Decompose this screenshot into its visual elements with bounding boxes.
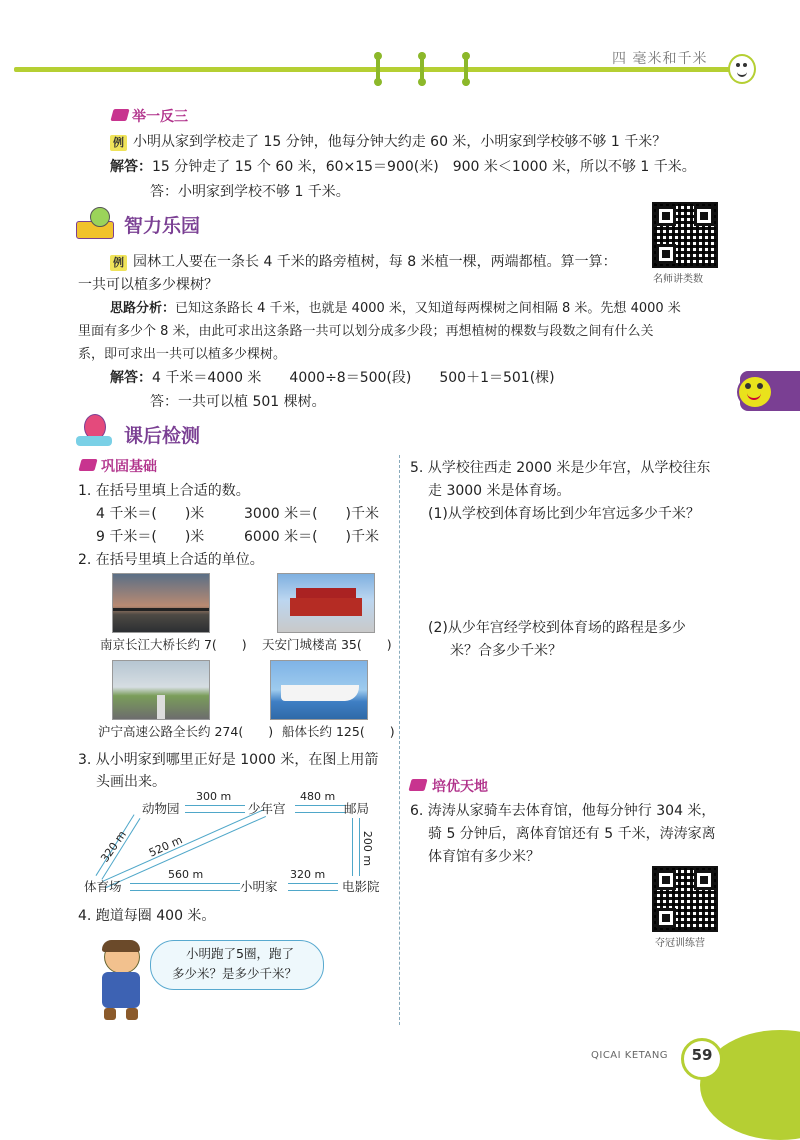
analysis-line1: 已知这条路长 4 千米，也就是 4000 米，又知道每两棵树之间相隔 8 米。先想 4000 米: [175, 301, 681, 316]
section1-conclusion: 答：小明家到学校不够 1 千米。: [150, 184, 350, 200]
section2-conclusion: 答：一共可以植 501 棵树。: [150, 394, 326, 410]
section2-example-line2: 一共可以植多少棵树？: [78, 277, 218, 293]
footer-brand: QICAI KETANG: [591, 1050, 669, 1061]
section3-title: 课后检测: [124, 425, 201, 447]
q3-line2: 头画出来。: [96, 774, 166, 790]
q5-sub1: (1)从学校到体育场比到少年宫远多少千米？: [428, 506, 700, 522]
q5-line2: 走 3000 米是体育场。: [428, 483, 571, 499]
column-divider: [399, 455, 400, 1025]
dist-zoo-gym: 320 m: [98, 828, 130, 865]
example-tag: 例: [110, 135, 127, 151]
example-tag: 例: [110, 255, 127, 271]
answer-text: 15 分钟走了 15 个 60 米，60×15＝900(米) 900 米＜1000 米，所以不够 1 千米。: [152, 159, 696, 175]
qr-code-icon[interactable]: [652, 202, 718, 268]
bridge-photo: [112, 573, 210, 633]
section2-analysis: [110, 299, 681, 319]
route-map[interactable]: [80, 790, 390, 900]
place-palace: 少年宫: [248, 801, 286, 816]
answer-label: 解答：: [110, 370, 152, 386]
dist-palace-post: 480 m: [300, 790, 336, 803]
sub2-title: 培优天地: [432, 779, 488, 795]
sub2-icon: [408, 779, 427, 791]
bridge-caption: 南京长江大桥长约 7( ): [100, 637, 247, 652]
chapter-title: 四 毫米和千米: [612, 51, 708, 67]
dist-zoo-palace: 300 m: [196, 790, 232, 803]
analysis-line3: 系，即可求出一共可以植多少棵树。: [78, 347, 287, 362]
q6-line3: 体育馆有多少米？: [428, 849, 540, 865]
q2: 2. 在括号里填上合适的单位。: [78, 552, 264, 568]
place-gym: 体育场: [84, 879, 122, 894]
q1-row2-a: 9 千米＝( )米: [96, 529, 205, 545]
q6-line2: 骑 5 分钟后，离体育馆还有 5 千米，涛涛家离: [428, 826, 716, 842]
q5-line1: 5. 从学校往西走 2000 米是少年宫，从学校往东: [410, 460, 711, 476]
section2-example: [110, 252, 617, 272]
highway-caption: 沪宁高速公路全长约 274( ): [98, 724, 274, 739]
section1-example: [110, 132, 666, 152]
q1-row1-a: 4 千米＝( )米: [96, 506, 205, 522]
place-cinema: 电影院: [342, 879, 380, 894]
binder-ring-icon: [374, 52, 382, 86]
binder-ring-icon: [418, 52, 426, 86]
q4: 4. 跑道每圈 400 米。: [78, 908, 216, 924]
q1-row1-b: 3000 米＝( )千米: [244, 506, 380, 522]
section2-title: 智力乐园: [124, 215, 201, 237]
tiananmen-caption: 天安门城楼高 35( ): [262, 637, 392, 652]
road-zoo-palace: [185, 805, 245, 813]
bubble-line1: 小明跑了5圈，跑了: [186, 946, 294, 961]
analysis-line2: 里面有多少个 8 米，由此可求出这条路一共可以划分成多少段；再想植树的棵数与段数之间有什么关: [78, 324, 654, 339]
ship-caption: 船体长约 125( ): [282, 724, 395, 739]
analysis-label: 思路分析：: [110, 301, 176, 316]
dist-post-cinema: 200 m: [361, 830, 375, 867]
place-home: 小明家: [240, 879, 278, 894]
dist-gym-home: 560 m: [168, 868, 204, 881]
road-palace-post: [295, 805, 345, 813]
section1-answer: [110, 157, 696, 177]
place-zoo: 动物园: [142, 801, 180, 816]
place-post: 邮局: [344, 801, 370, 816]
section1-title: 举一反三: [132, 109, 188, 125]
sub1-icon: [78, 459, 97, 471]
book-mascot-icon: [76, 207, 114, 239]
page-number: 59: [691, 1046, 713, 1064]
q5-sub2-line2: 米？合多少千米？: [450, 643, 562, 659]
qr2-caption: 夺冠训练营: [655, 938, 705, 949]
section2-answer: [110, 368, 555, 388]
qr-caption: 名师讲类数: [653, 274, 703, 285]
road-gym-home: [130, 883, 240, 891]
mascot-icon: [76, 414, 112, 448]
answer-label: 解答：: [110, 159, 152, 175]
mascot-icon: [728, 54, 756, 84]
highway-photo: [112, 660, 210, 720]
boy-mascot-icon: [92, 940, 152, 1022]
road-post-cinema: [352, 818, 360, 876]
frog-icon: [737, 375, 773, 409]
answer-text: 4 千米＝4000 米 4000÷8＝500(段) 500＋1＝501(棵): [152, 370, 555, 386]
q6-line1: 6. 涛涛从家骑车去体育馆，他每分钟行 304 米，: [410, 803, 716, 819]
road-home-cinema: [288, 883, 338, 891]
dist-home-cinema: 320 m: [290, 868, 326, 881]
example-text: 小明从家到学校走了 15 分钟，他每分钟大约走 60 米，小明家到学校够不够 1 千米？: [133, 134, 667, 150]
section1-icon: [110, 109, 129, 121]
qr-code-icon[interactable]: [652, 866, 718, 932]
q1-row2-b: 6000 米＝( )千米: [244, 529, 380, 545]
q1: 1. 在括号里填上合适的数。: [78, 483, 250, 499]
example-line1: 园林工人要在一条长 4 千米的路旁植树，每 8 米植一棵，两端都植。算一算：: [133, 254, 617, 270]
ship-photo: [270, 660, 368, 720]
sub1-title: 巩固基础: [101, 459, 157, 475]
binder-ring-icon: [462, 52, 470, 86]
bubble-line2: 多少米？是多少千米？: [172, 966, 298, 981]
dist-palace-gym: 520 m: [146, 833, 185, 860]
q3-line1: 3. 从小明家到哪里正好是 1000 米，在图上用箭: [78, 752, 379, 768]
q5-sub2-line1: (2)从少年宫经学校到体育场的路程是多少: [428, 620, 686, 636]
tiananmen-photo: [277, 573, 375, 633]
